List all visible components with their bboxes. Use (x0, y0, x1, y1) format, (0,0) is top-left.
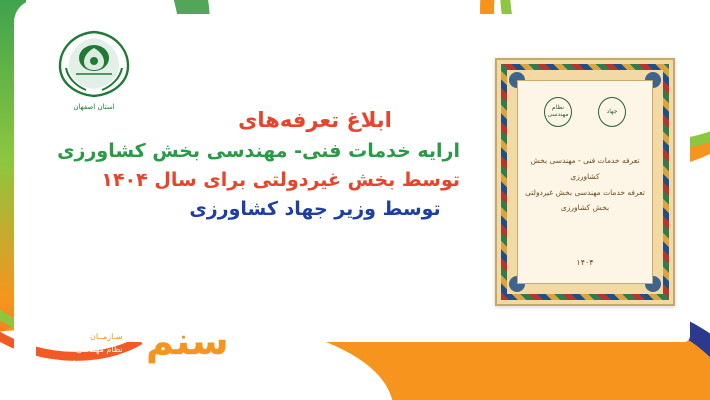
brand-org-line-1: سـازمــان (89, 331, 123, 341)
booklet-inner-panel (517, 80, 653, 284)
emblem-caption: استان اصفهان (73, 103, 115, 111)
brand-wordmark-fa: سنم (145, 319, 229, 363)
brand-wordmark-latin: SANAM (Esfahan) (169, 362, 244, 392)
brand-org-line-2: نظام مهندسی (75, 345, 123, 355)
engineering-order-seal-icon: نظام مهندسی (544, 97, 572, 127)
booklet-title-line-2: تعرفه خدمات مهندسی بخش غیردولتی بخش کشاورزی (525, 187, 645, 213)
jahad-seal-icon: جهاد (598, 97, 626, 127)
headline-line-2: ارایه خدمات فنی- مهندسی بخش کشاورزی (57, 139, 460, 162)
headline-line-1: ابلاغ تعرفه‌های (238, 108, 392, 132)
brand-lockup (14, 319, 244, 392)
organization-emblem (46, 24, 142, 116)
brand-org-name (14, 330, 123, 384)
agriculture-engineering-emblem-icon (46, 24, 142, 102)
brand-wordmark-group (131, 319, 244, 392)
booklet-cover-image (495, 58, 675, 306)
booklet-logos (544, 97, 626, 127)
booklet-title-line-1: تعرفه خدمات فنی - مهندسی بخش کشاورزی (530, 156, 640, 181)
booklet-year: ۱۴۰۴ (576, 258, 594, 267)
brand-org-line-3: کشاورزی و منابع طبیعی استان اصفهان (20, 359, 123, 382)
headline-line-4: توسط وزیر جهاد کشاورزی (189, 198, 441, 221)
headline-line-3: توسط بخش غیردولتی برای سال ۱۴۰۴ (101, 168, 460, 191)
